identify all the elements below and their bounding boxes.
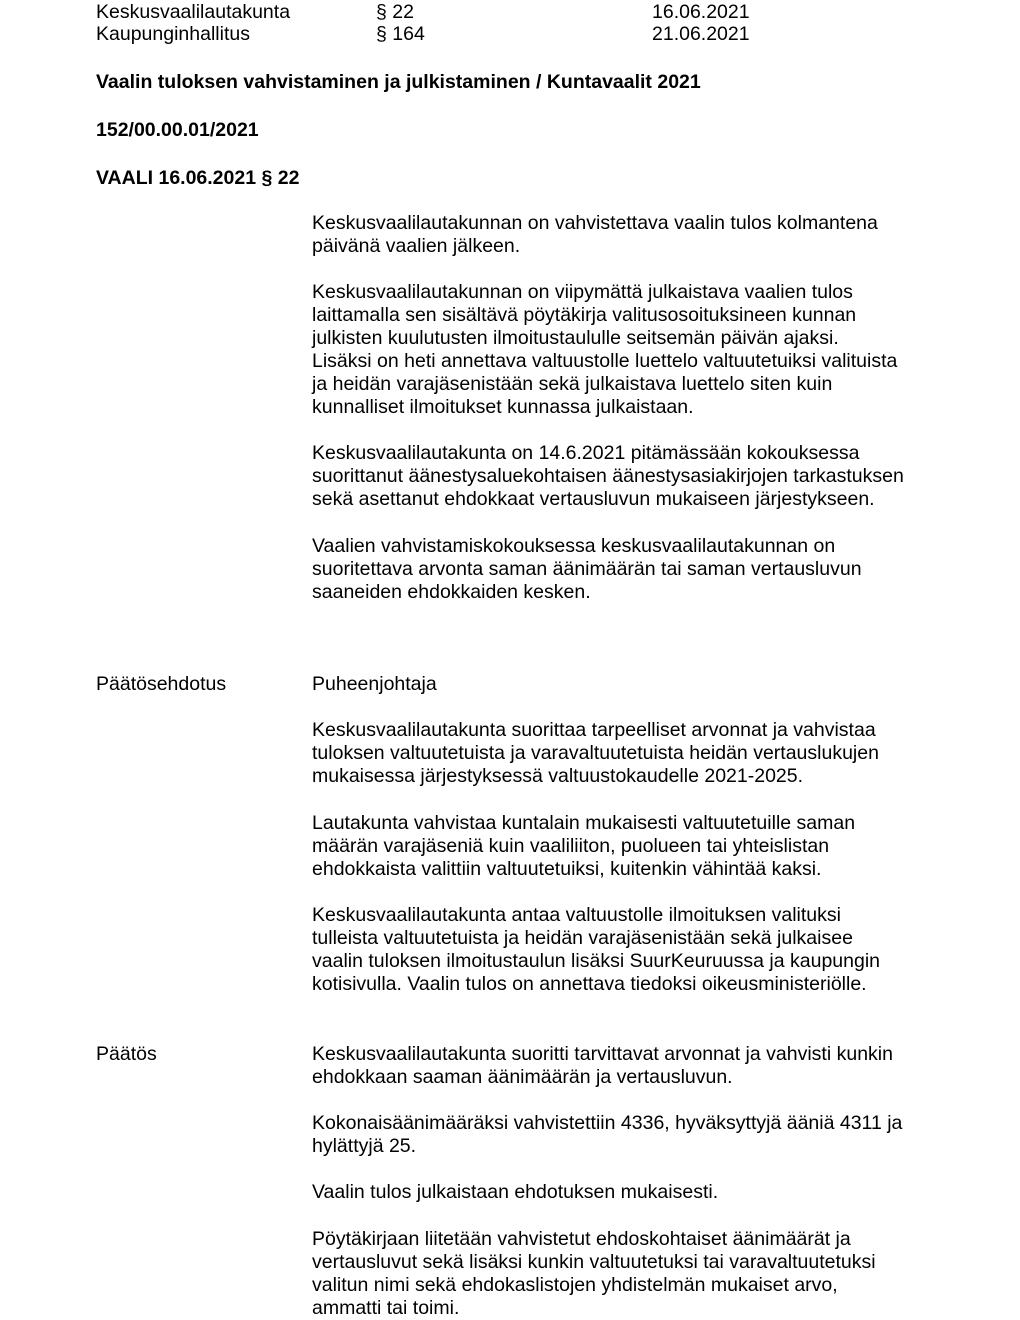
background-paragraph: Keskusvaalilautakunnan on viipymättä julkaistava vaalien tulos laittamalla sen sisältävä pöytäkirja valitusosoituksineen kunnan julkisten kuulutusten ilmoitustaululle seitsemän päivän ajaksi. Lisäksi on heti annettava valtuustolle luettelo valtuutetuiksi valituista ja heidän varajäsenistään sekä julkaistava luettelo siten kuin kunnalliset ilmoitukset kunnassa julkaistaan. [312, 281, 898, 418]
meeting-heading: VAALI 16.06.2021 § 22 [96, 167, 300, 189]
proposal-paragraph: Keskusvaalilautakunta antaa valtuustolle ilmoituksen valituksi tulleista valtuutetuista ja heidän varajäsenistään sekä julkaisee vaalin tuloksen ilmoitustaulun lisäksi SuurKeuruussa ja kaupungin kotisivulla. Vaalin tulos on annettava tiedoksi oikeusministeriölle. [312, 904, 880, 995]
proposal-paragraph: Lautakunta vahvistaa kuntalain mukaisesti valtuutetuille saman määrän varajäseniä kuin vaaliliiton, puolueen tai yhteislistan ehdokkaista valittiin valtuutetuiksi, kuitenkin vähintää kaksi. [312, 812, 856, 880]
body-name: Keskusvaalilautakunta [96, 1, 291, 23]
reference-number: 152/00.00.01/2021 [96, 119, 259, 141]
decision-paragraph: Keskusvaalilautakunta suoritti tarvittavat arvonnat ja vahvisti kunkin ehdokkaan saaman äänimäärän ja vertausluvun. [312, 1043, 893, 1088]
decision-paragraph: Kokonaisäänimääräksi vahvistettiin 4336, hyväksyttyjä ääniä 4311 ja hylättyjä 25. [312, 1112, 903, 1157]
document-title: Vaalin tuloksen vahvistaminen ja julkistaminen / Kuntavaalit 2021 [96, 71, 701, 93]
meeting-date: 21.06.2021 [652, 23, 750, 45]
meeting-date: 16.06.2021 [652, 1, 750, 23]
header-row [96, 0, 896, 24]
decision-paragraph: Pöytäkirjaan liitetään vahvistetut ehdoskohtaiset äänimäärät ja vertausluvut sekä lisäksi kunkin valtuutetuksi tai varavaltuutetuksi valitun nimi sekä ehdokaslistojen yhdistelmän mukaiset arvo, ammatti tai toimi. [312, 1228, 876, 1319]
proposal-label: Päätösehdotus [96, 673, 227, 695]
background-paragraph: Keskusvaalilautakunnan on vahvistettava vaalin tulos kolmantena päivänä vaalien jälkeen. [312, 212, 878, 257]
proposal-paragraph: Keskusvaalilautakunta suorittaa tarpeelliset arvonnat ja vahvistaa tuloksen valtuutetuista ja varavaltuutetuista heidän vertauslukujen mukaisessa järjestyksessä valtuustokaudelle 2021-2025. [312, 719, 879, 787]
proposal-presenter: Puheenjohtaja [312, 673, 437, 695]
background-paragraph: Vaalien vahvistamiskokouksessa keskusvaalilautakunnan on suoritettava arvonta saman äänimäärän tai saman vertausluvun saaneiden ehdokkaiden kesken. [312, 535, 862, 603]
header-row [96, 22, 896, 46]
section-number: § 164 [376, 23, 425, 45]
decision-label: Päätös [96, 1043, 157, 1065]
decision-paragraph: Vaalin tulos julkaistaan ehdotuksen mukaisesti. [312, 1181, 719, 1203]
background-paragraph: Keskusvaalilautakunta on 14.6.2021 pitämässään kokouksessa suorittanut äänestysaluekohtaisen äänestysasiakirjojen tarkastuksen sekä asettanut ehdokkaat vertausluvun mukaiseen järjestykseen. [312, 442, 904, 510]
body-name: Kaupunginhallitus [96, 23, 250, 45]
section-number: § 22 [376, 1, 414, 23]
